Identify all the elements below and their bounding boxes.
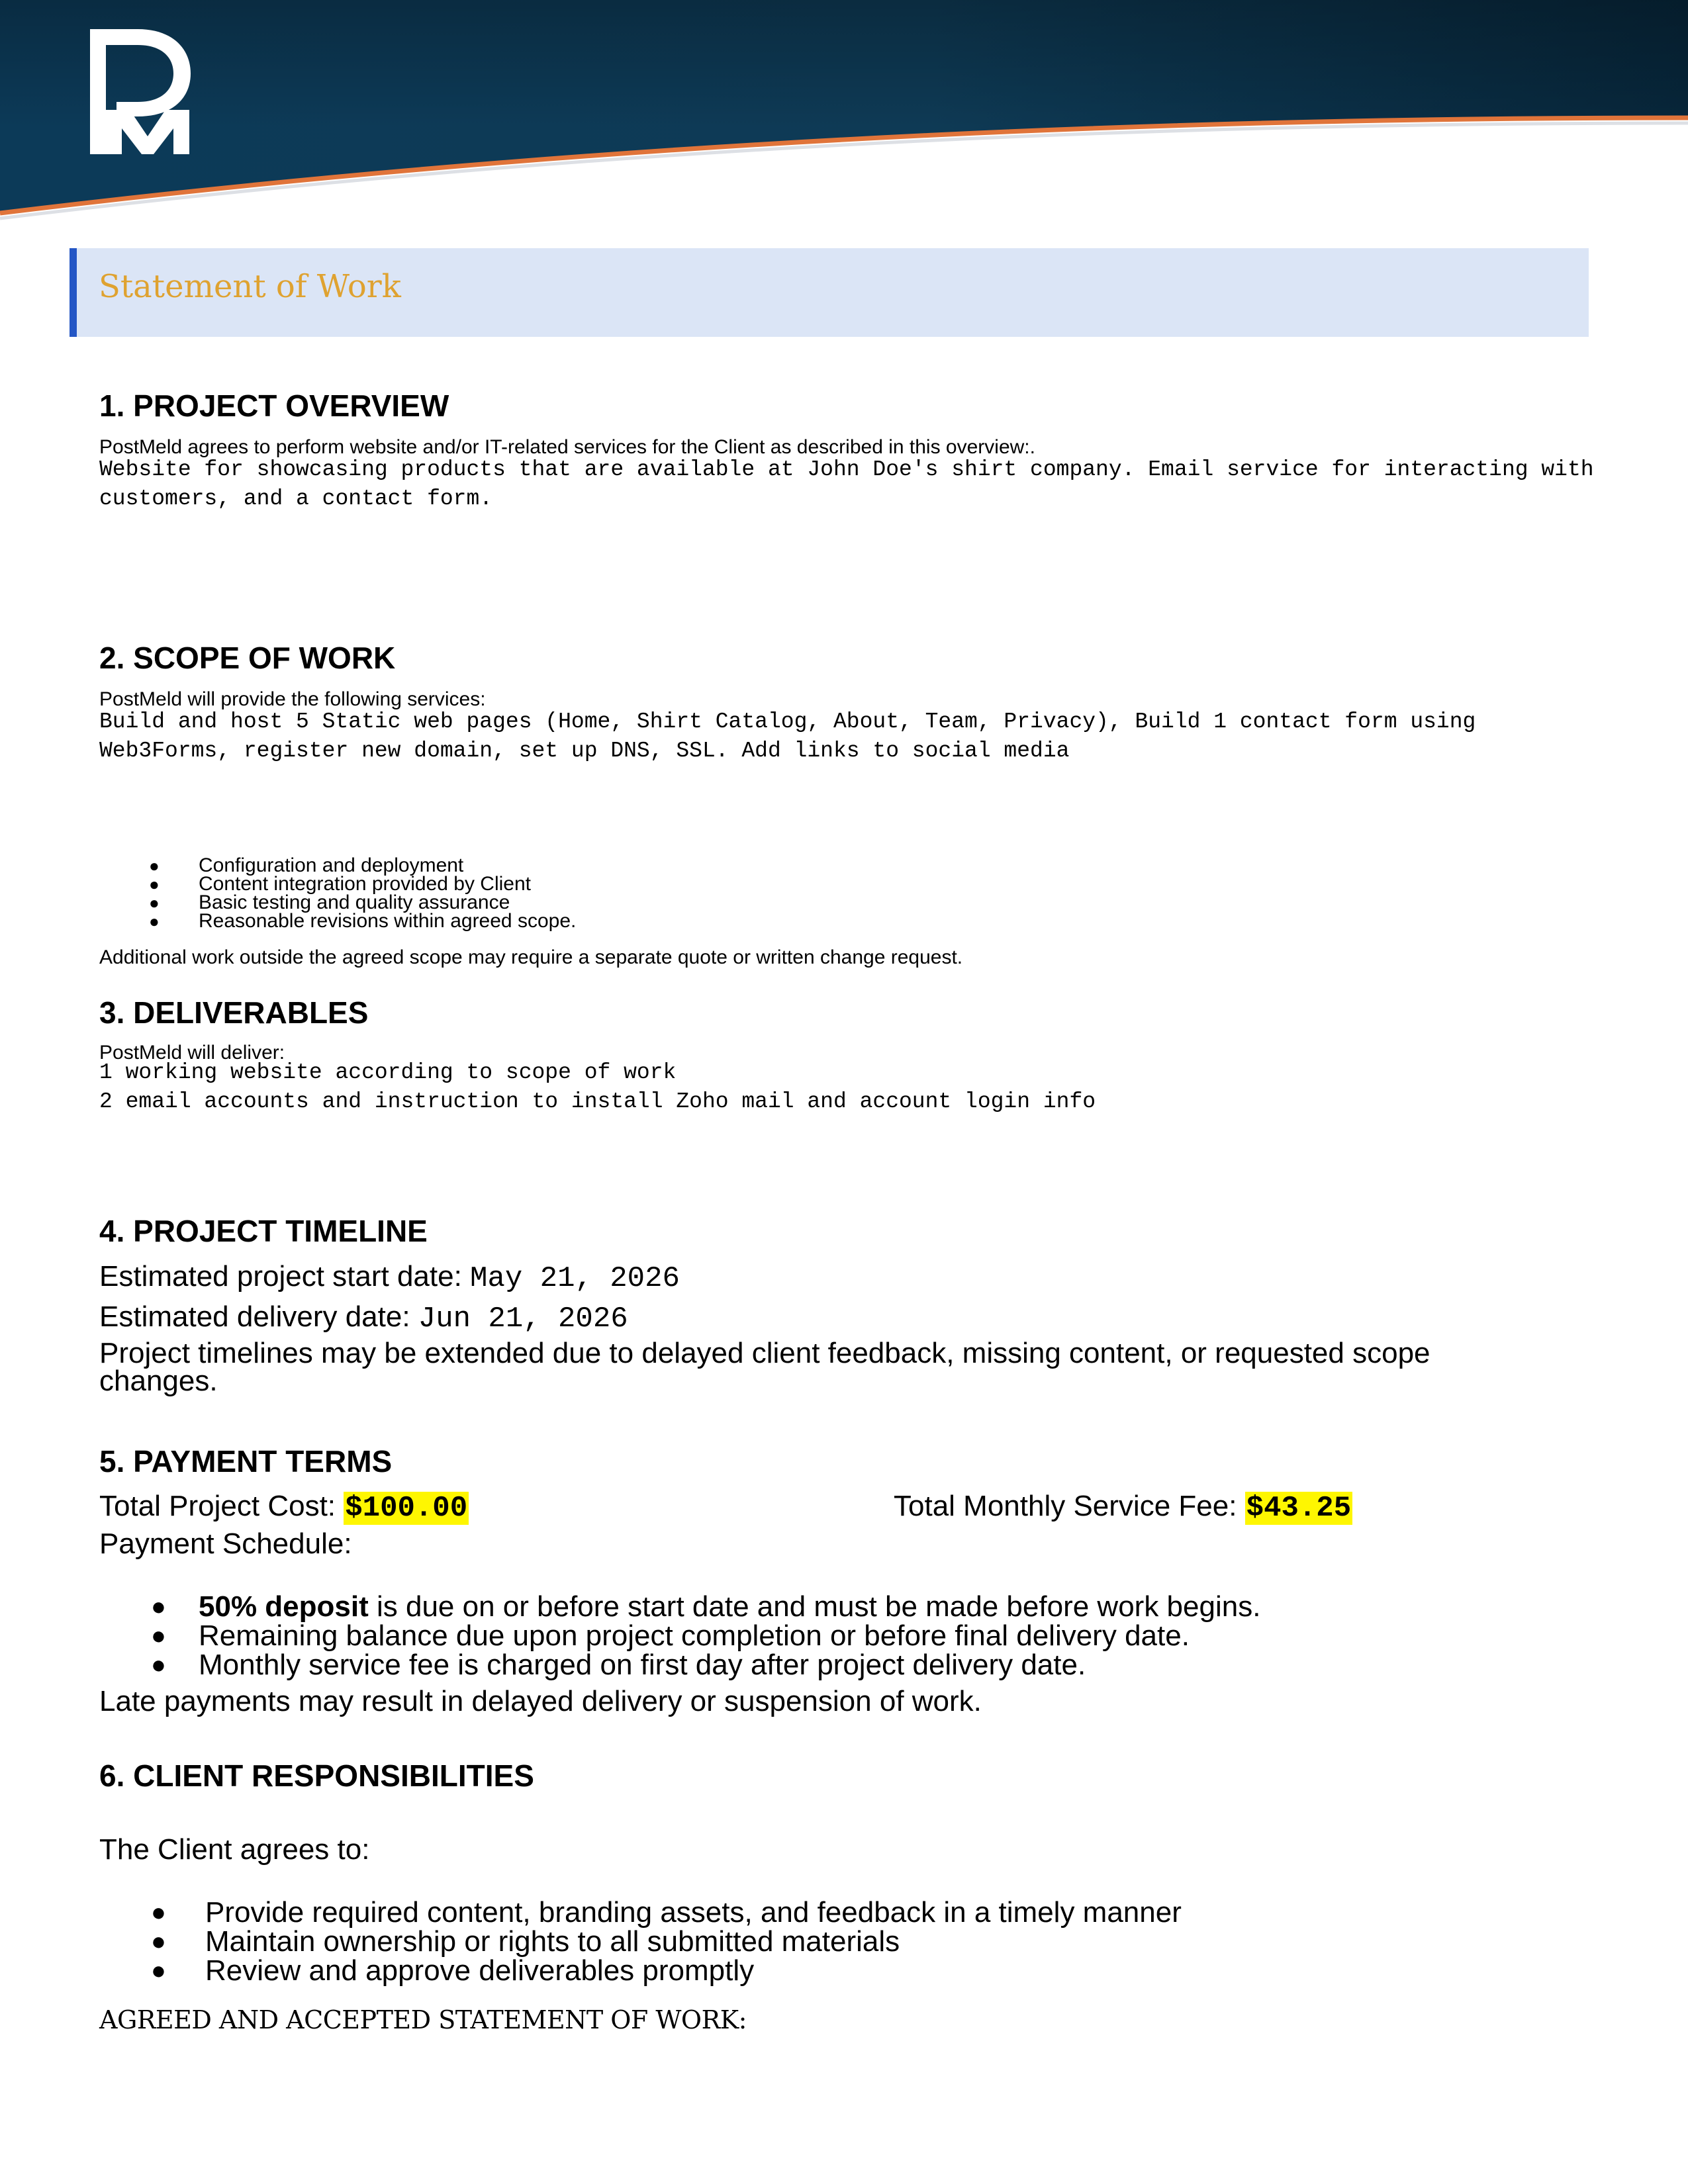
- start-date-value: May 21, 2026: [470, 1262, 680, 1295]
- overview-details: Website for showcasing products that are available at John Doe's shirt company. Email service for interacting with customers, and a contact form.: [99, 457, 1594, 511]
- scope-intro: PostMeld will provide the following services:: [99, 688, 486, 710]
- list-item: ● Basic testing and quality assurance: [99, 893, 576, 912]
- timeline-start: [99, 1260, 680, 1295]
- list-item: ● Reasonable revisions within agreed scope.: [99, 912, 576, 931]
- deliverables-heading: 3. DELIVERABLES: [99, 995, 369, 1030]
- scope-bullet-list: [99, 856, 576, 931]
- timeline-heading: 4. PROJECT TIMELINE: [99, 1214, 428, 1248]
- scope-note: Additional work outside the agreed scope may require a separate quote or written change request.: [99, 946, 963, 968]
- list-item: ● Content integration provided by Client: [99, 875, 576, 893]
- delivery-date-value: Jun 21, 2026: [418, 1302, 628, 1336]
- deliverable-item-1: 1 working website according to scope of work: [99, 1060, 677, 1085]
- delivery-date-label: Estimated delivery date:: [99, 1300, 418, 1333]
- start-date-label: Estimated project start date:: [99, 1260, 471, 1293]
- list-item: ● Provide required content, branding assets, and feedback in a timely manner: [99, 1898, 1182, 1927]
- deliverable-item-2: 2 email accounts and instruction to install Zoho mail and account login info: [99, 1089, 1096, 1114]
- monthly-service-fee: [894, 1490, 1352, 1525]
- overview-heading: 1. PROJECT OVERVIEW: [99, 388, 449, 423]
- header-band: [0, 0, 1688, 225]
- timeline-note: Project timelines may be extended due to delayed client feedback, missing content, or requested scope changes.: [99, 1337, 1430, 1397]
- agreement-heading: AGREED AND ACCEPTED STATEMENT OF WORK:: [99, 2005, 747, 2034]
- total-cost-value: $100.00: [345, 1492, 468, 1525]
- scope-details: Build and host 5 Static web pages (Home, Shirt Catalog, About, Team, Privacy), Build 1 contact form using Web3Forms, register new domain, set up DNS, SSL. Add links to social media: [99, 709, 1476, 763]
- list-item: ● Monthly service fee is charged on first day after project delivery date.: [99, 1651, 1260, 1680]
- pm-logo-icon: [85, 24, 197, 159]
- list-item: ● Review and approve deliverables promptly: [99, 1956, 1182, 1985]
- deposit-bold: 50% deposit: [199, 1590, 369, 1623]
- monthly-fee-label: Total Monthly Service Fee:: [894, 1490, 1245, 1522]
- total-cost-label: Total Project Cost:: [99, 1490, 344, 1522]
- page-title: Statement of Work: [99, 268, 401, 305]
- list-item: ● Remaining balance due upon project completion or before final delivery date.: [99, 1621, 1260, 1651]
- total-project-cost: [99, 1490, 469, 1525]
- list-item: ● 50% deposit is due on or before start date and must be made before work begins.: [99, 1592, 1260, 1621]
- payment-note: Late payments may result in delayed delivery or suspension of work.: [99, 1685, 982, 1717]
- client-bullet-list: [99, 1898, 1182, 1985]
- list-item: ● Maintain ownership or rights to all submitted materials: [99, 1927, 1182, 1956]
- payment-schedule-label: Payment Schedule:: [99, 1527, 352, 1560]
- client-intro: The Client agrees to:: [99, 1833, 370, 1866]
- scope-heading: 2. SCOPE OF WORK: [99, 641, 396, 675]
- title-banner: [70, 248, 1589, 337]
- monthly-fee-value: $43.25: [1246, 1492, 1352, 1525]
- deliverables-intro: PostMeld will deliver:: [99, 1042, 285, 1064]
- timeline-delivery: [99, 1300, 628, 1336]
- list-item: ● Configuration and deployment: [99, 856, 576, 875]
- overview-intro: PostMeld agrees to perform website and/or IT-related services for the Client as described in this overview:.: [99, 436, 1035, 458]
- client-heading: 6. CLIENT RESPONSIBILITIES: [99, 1758, 534, 1793]
- payment-bullet-list: [99, 1592, 1260, 1680]
- payment-heading: 5. PAYMENT TERMS: [99, 1444, 393, 1479]
